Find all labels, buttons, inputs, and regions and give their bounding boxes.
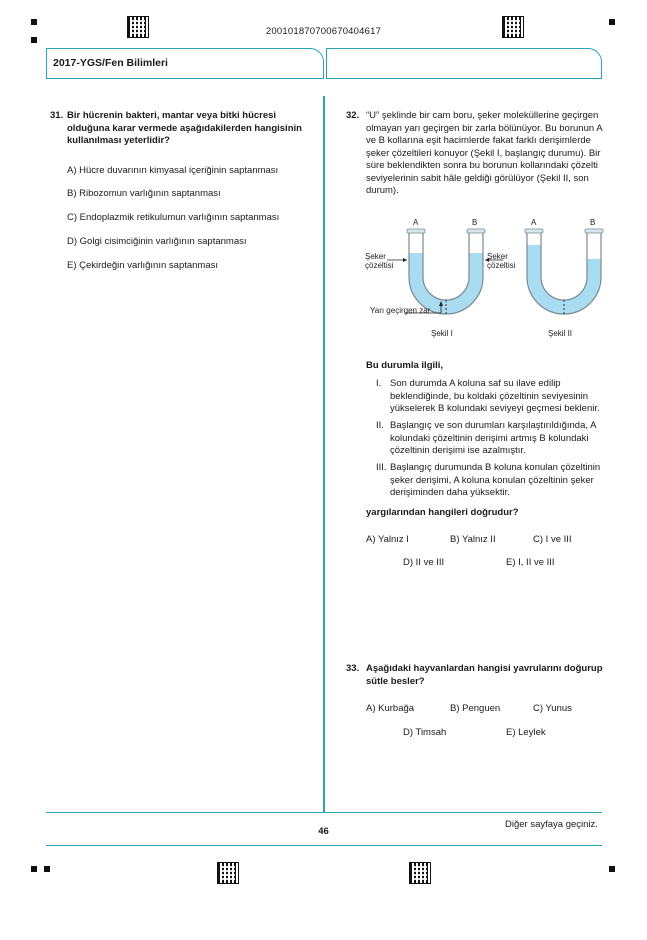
answer-option: E) Leylek — [506, 727, 546, 738]
question-number: 33. — [346, 663, 360, 674]
answer-option: B) Ribozomun varlığının saptanması — [67, 188, 221, 199]
corner-mark — [609, 866, 615, 872]
u-tube-figure — [345, 215, 610, 340]
question-stem: “U” şeklinde bir cam boru, şeker moleküllerine geçirgen olmayan yarı geçirgen bir zarla bölünüyor. Bu borunun A ve B kollarına eşit hacimlerde fakat farklı derişimlerde şeker çözeltileri konuyor (Şekil I, başlangıç durumu). Bir süre beklendikten sonra bu borunun kollarındaki çözelti seviyelerinin sabit hâle geldiği görülüyor (Şekil II, son durum). — [366, 110, 603, 196]
sugar-solution-label-left: Şeker — [365, 252, 386, 261]
sugar-solution-label-right: Şeker — [487, 252, 508, 261]
answer-option: A) Kurbağa — [366, 703, 415, 714]
answer-option: E) Çekirdeğin varlığının saptanması — [67, 260, 219, 271]
statement-number: I. — [376, 378, 382, 389]
corner-mark — [44, 866, 50, 872]
statement-text: Başlangıç ve son durumları karşılaştırıldığında, A kolundaki çözeltinin derişimi artmış B kolundaki çözeltinin derişimi ise azalmıştır. — [390, 420, 596, 456]
qr-code-icon — [218, 863, 238, 883]
section-title: 2017-YGS/Fen Bilimleri — [53, 57, 168, 69]
figure-label-a: A — [531, 218, 537, 227]
answer-option: A) Yalnız I — [366, 534, 409, 545]
statement-number: II. — [376, 420, 384, 431]
footer-rule-bottom — [46, 845, 602, 846]
question-stem: Bir hücrenin bakteri, mantar veya bitki hücresi olduğuna karar vermede aşağıdakilerden hangisinin kullanılması yeterlidir? — [67, 110, 302, 146]
figure-label-b: B — [472, 218, 478, 227]
answer-option: D) Timsah — [403, 727, 447, 738]
answer-option: D) Golgi cisimciğinin varlığının saptanması — [67, 236, 247, 247]
sugar-solution-label-left: çözeltisi — [365, 261, 394, 270]
figure-1-u-tube — [387, 229, 503, 314]
corner-mark — [31, 37, 37, 43]
corner-mark — [609, 19, 615, 25]
footer-rule-top — [46, 812, 602, 813]
statement-text: Başlangıç durumunda B koluna konulan çözeltinin şeker derişimi, A koluna konulan çözeltinin şeker derişiminden daha yüksektir. — [390, 462, 601, 498]
figure-2-u-tube — [525, 229, 603, 314]
answer-option: E) I, II ve III — [506, 557, 555, 568]
figure-label-b: B — [590, 218, 596, 227]
statement-lead: Bu durumla ilgili, — [366, 360, 444, 371]
statement-number: III. — [376, 462, 387, 473]
question-stem: Aşağıdaki hayvanlardan hangisi yavrularını doğurup sütle besler? — [366, 663, 603, 687]
answer-option: C) I ve III — [533, 534, 572, 545]
header-right-box — [326, 48, 602, 79]
answer-option: B) Yalnız II — [450, 534, 496, 545]
answer-option: C) Endoplazmik retikulumun varlığının saptanması — [67, 212, 280, 223]
corner-mark — [31, 866, 37, 872]
figure-caption-2: Şekil II — [548, 329, 573, 338]
statement-text: Son durumda A koluna saf su ilave edilip beklendiğinde, bu koldaki çözeltinin seviyesinin yükselerek B kolundaki seviyeyi geçmesi beklenir. — [390, 378, 600, 414]
column-divider — [323, 96, 325, 812]
question-number: 31. — [50, 110, 64, 121]
answer-option: B) Penguen — [450, 703, 501, 714]
membrane-label: Yarı geçirgen zar — [370, 306, 431, 315]
answer-option: A) Hücre duvarının kimyasal içeriğinin saptanması — [67, 165, 279, 176]
next-page-note: Diğer sayfaya geçiniz. — [505, 819, 598, 830]
barcode-number: 20010187070067040461​7 — [265, 26, 382, 37]
figure-caption-1: Şekil I — [431, 329, 453, 338]
answer-option: D) II ve III — [403, 557, 445, 568]
sugar-solution-label-right: çözeltisi — [487, 261, 516, 270]
page-number: 46 — [318, 826, 329, 837]
question-number: 32. — [346, 110, 360, 121]
question-prompt: yargılarından hangileri doğrudur? — [366, 507, 519, 518]
figure-label-a: A — [413, 218, 419, 227]
corner-mark — [31, 19, 37, 25]
answer-option: C) Yunus — [533, 703, 572, 714]
qr-code-icon — [410, 863, 430, 883]
